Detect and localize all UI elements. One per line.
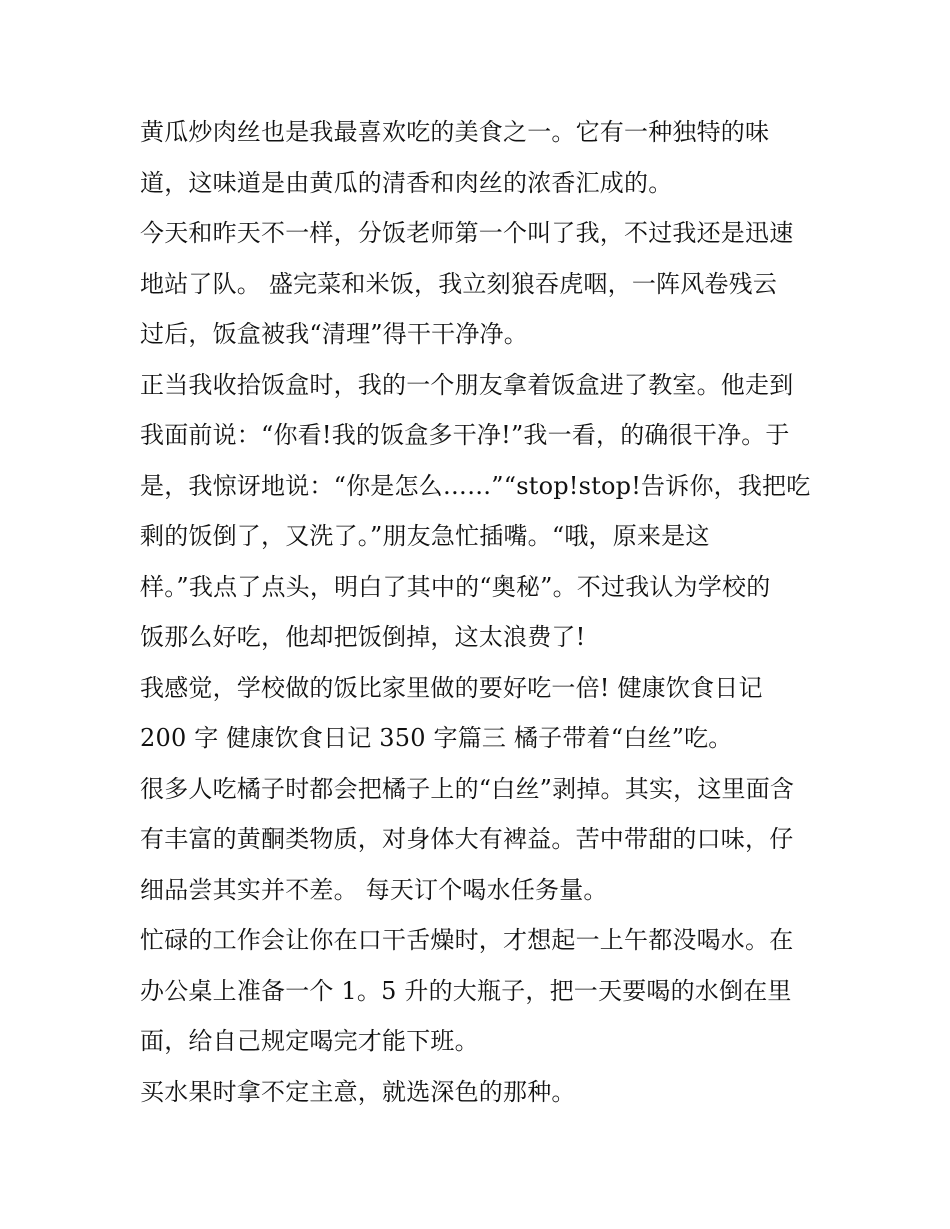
text-line: 是，我惊讶地说：“你是怎么……”“stop!stop!告诉你，我把吃 (140, 471, 811, 500)
text-line: 饭那么好吃，他却把饭倒掉，这太浪费了! (140, 623, 586, 651)
text-line: 样。”我点了点头，明白了其中的“奥秘”。不过我认为学校的 (140, 572, 771, 601)
paragraph-lunch-queue (140, 208, 815, 360)
document-page (140, 107, 815, 1117)
text-line: 我感觉，学校做的饭比家里做的要好吃一倍! 健康饮食日记 (140, 673, 763, 702)
text-line: 办公桌上准备一个 1。5 升的大瓶子，把一天要喝的水倒在里 (140, 976, 792, 1005)
paragraph-orange-white-pith (140, 764, 815, 916)
text-line: 200 字 健康饮食日记 350 字篇三 橘子带着“白丝”吃。 (140, 724, 733, 752)
paragraph-drinking-water (140, 915, 815, 1067)
text-line: 道，这味道是由黄瓜的清香和肉丝的浓香汇成的。 (140, 168, 673, 197)
paragraph-friend-lunchbox (140, 360, 815, 663)
text-line: 我面前说：“你看!我的饭盒多干净!”我一看，的确很干净。于 (140, 421, 790, 449)
text-line: 今天和昨天不一样，分饭老师第一个叫了我，不过我还是迅速 (140, 219, 794, 247)
text-line: 过后，饭盒被我“清理”得干干净净。 (140, 320, 528, 348)
paragraph-school-food (140, 663, 815, 764)
text-line: 正当我收拾饭盒时，我的一个朋友拿着饭盒进了教室。他走到 (140, 370, 794, 399)
text-line: 有丰富的黄酮类物质，对身体大有裨益。苦中带甜的口味，仔 (140, 825, 794, 853)
text-line: 剩的饭倒了，又洗了。”朋友急忙插嘴。“哦，原来是这 (140, 522, 710, 550)
text-line: 买水果时拿不定主意，就选深色的那种。 (140, 1077, 576, 1106)
text-line: 地站了队。 盛完菜和米饭，我立刻狼吞虎咽，一阵风卷残云 (140, 269, 778, 298)
paragraph-dark-fruit (140, 1067, 815, 1118)
text-line: 忙碌的工作会让你在口干舌燥时，才想起一上午都没喝水。在 (140, 926, 794, 954)
text-line: 很多人吃橘子时都会把橘子上的“白丝”剥掉。其实，这里面含 (140, 774, 795, 803)
text-line: 面，给自己规定喝完才能下班。 (140, 1027, 479, 1055)
text-line: 细品尝其实并不差。 每天订个喝水任务量。 (140, 875, 608, 904)
paragraph-cucumber-pork (140, 107, 815, 208)
text-line: 黄瓜炒肉丝也是我最喜欢吃的美食之一。它有一种独特的味 (140, 118, 770, 146)
